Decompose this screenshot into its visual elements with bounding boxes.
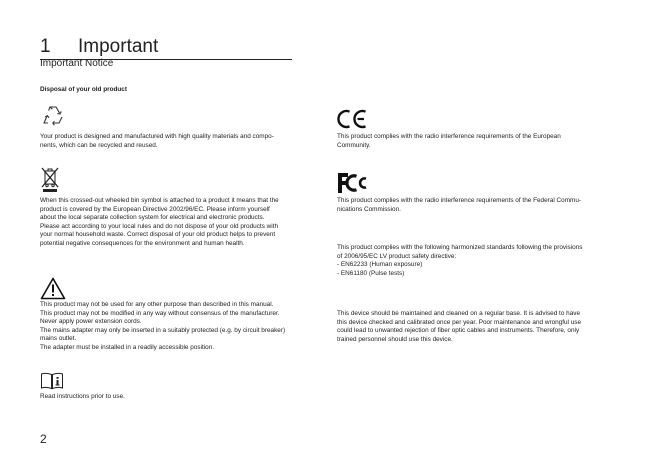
chapter-number: 1 xyxy=(40,36,51,57)
page-number: 2 xyxy=(40,432,47,446)
crossed-out-bin-icon xyxy=(40,167,60,193)
recycle-text xyxy=(40,133,274,150)
maintenance-line: This device should be maintained and cleaned on a regular base. It is advised to have xyxy=(337,310,581,317)
standards-line: of 2006/95/EC LV product safety directive: xyxy=(337,252,457,260)
chapter-title xyxy=(40,36,292,60)
standards-line: - EN61180 (Pulse tests) xyxy=(337,269,405,277)
standards-line: - EN62233 (Human exposure) xyxy=(337,261,423,269)
fcc-logo-icon xyxy=(337,172,369,194)
maintenance-line: this device checked and calibrated once per year. Poor maintenance and wrongful use xyxy=(337,318,582,326)
ce-line: This product complies with the radio interference requirements of the European xyxy=(337,133,561,140)
warning-line: Never apply power extension cords. xyxy=(40,318,142,326)
fcc-text xyxy=(337,197,581,214)
maintenance-line: could lead to unwanted rejection of fiber optic cables and instruments. Therefore, only xyxy=(337,327,580,335)
standards-line: This product complies with the following harmonized standards following the provisions xyxy=(337,244,583,251)
chapter-title-text: Important xyxy=(78,36,159,57)
warning-line: This product may not be modified in any way without consensus of the manufacturer. xyxy=(40,309,280,317)
warning-line: mains outlet. xyxy=(40,335,77,343)
weee-line: product is covered by the European Directive 2002/96/EC. Please inform yourself xyxy=(40,205,270,213)
standards-text xyxy=(337,244,582,278)
maintenance-text xyxy=(337,310,581,344)
warning-text xyxy=(40,301,285,353)
recycle-icon xyxy=(40,104,66,128)
manual-line: Read instructions prior to use. xyxy=(40,393,125,400)
weee-line: When this crossed-out wheeled bin symbol is attached to a product it means that the xyxy=(40,197,279,204)
disposal-heading: Disposal of your old product xyxy=(40,86,127,93)
ce-mark-icon xyxy=(337,108,369,130)
weee-line: Please act according to your local rules and do not dispose of your old products with xyxy=(40,222,279,230)
ce-text xyxy=(337,133,561,150)
read-manual-icon xyxy=(40,372,64,390)
weee-line: about the local separate collection system for electrical and electronic products. xyxy=(40,214,265,222)
weee-text xyxy=(40,197,279,249)
weee-line: potential negative consequences for the environment and human health. xyxy=(40,239,245,247)
warning-triangle-icon xyxy=(40,277,66,300)
fcc-line: This product complies with the radio interference requirements of the Federal Commu- xyxy=(337,197,582,204)
recycle-line: nents, which can be recycled and reused. xyxy=(40,141,158,149)
weee-line: your normal household waste. Correct disposal of your old product helps to prevent xyxy=(40,231,276,239)
warning-line: This product may not be used for any other purpose than described in this manual. xyxy=(40,301,274,308)
maintenance-line: trained personnel should use this device. xyxy=(337,335,453,343)
recycle-line: Your product is designed and manufactured with high quality materials and compo- xyxy=(40,133,274,140)
warning-line: The adapter must be installed in a readily accessible position. xyxy=(40,343,215,351)
warning-line: The mains adapter may only be inserted in a suitably protected (e.g. by circuit breaker) xyxy=(40,326,286,334)
section-title: Important Notice xyxy=(40,58,114,69)
manual-text xyxy=(40,393,125,402)
fcc-line: nications Commission. xyxy=(337,205,401,213)
ce-line: Community. xyxy=(337,141,371,149)
